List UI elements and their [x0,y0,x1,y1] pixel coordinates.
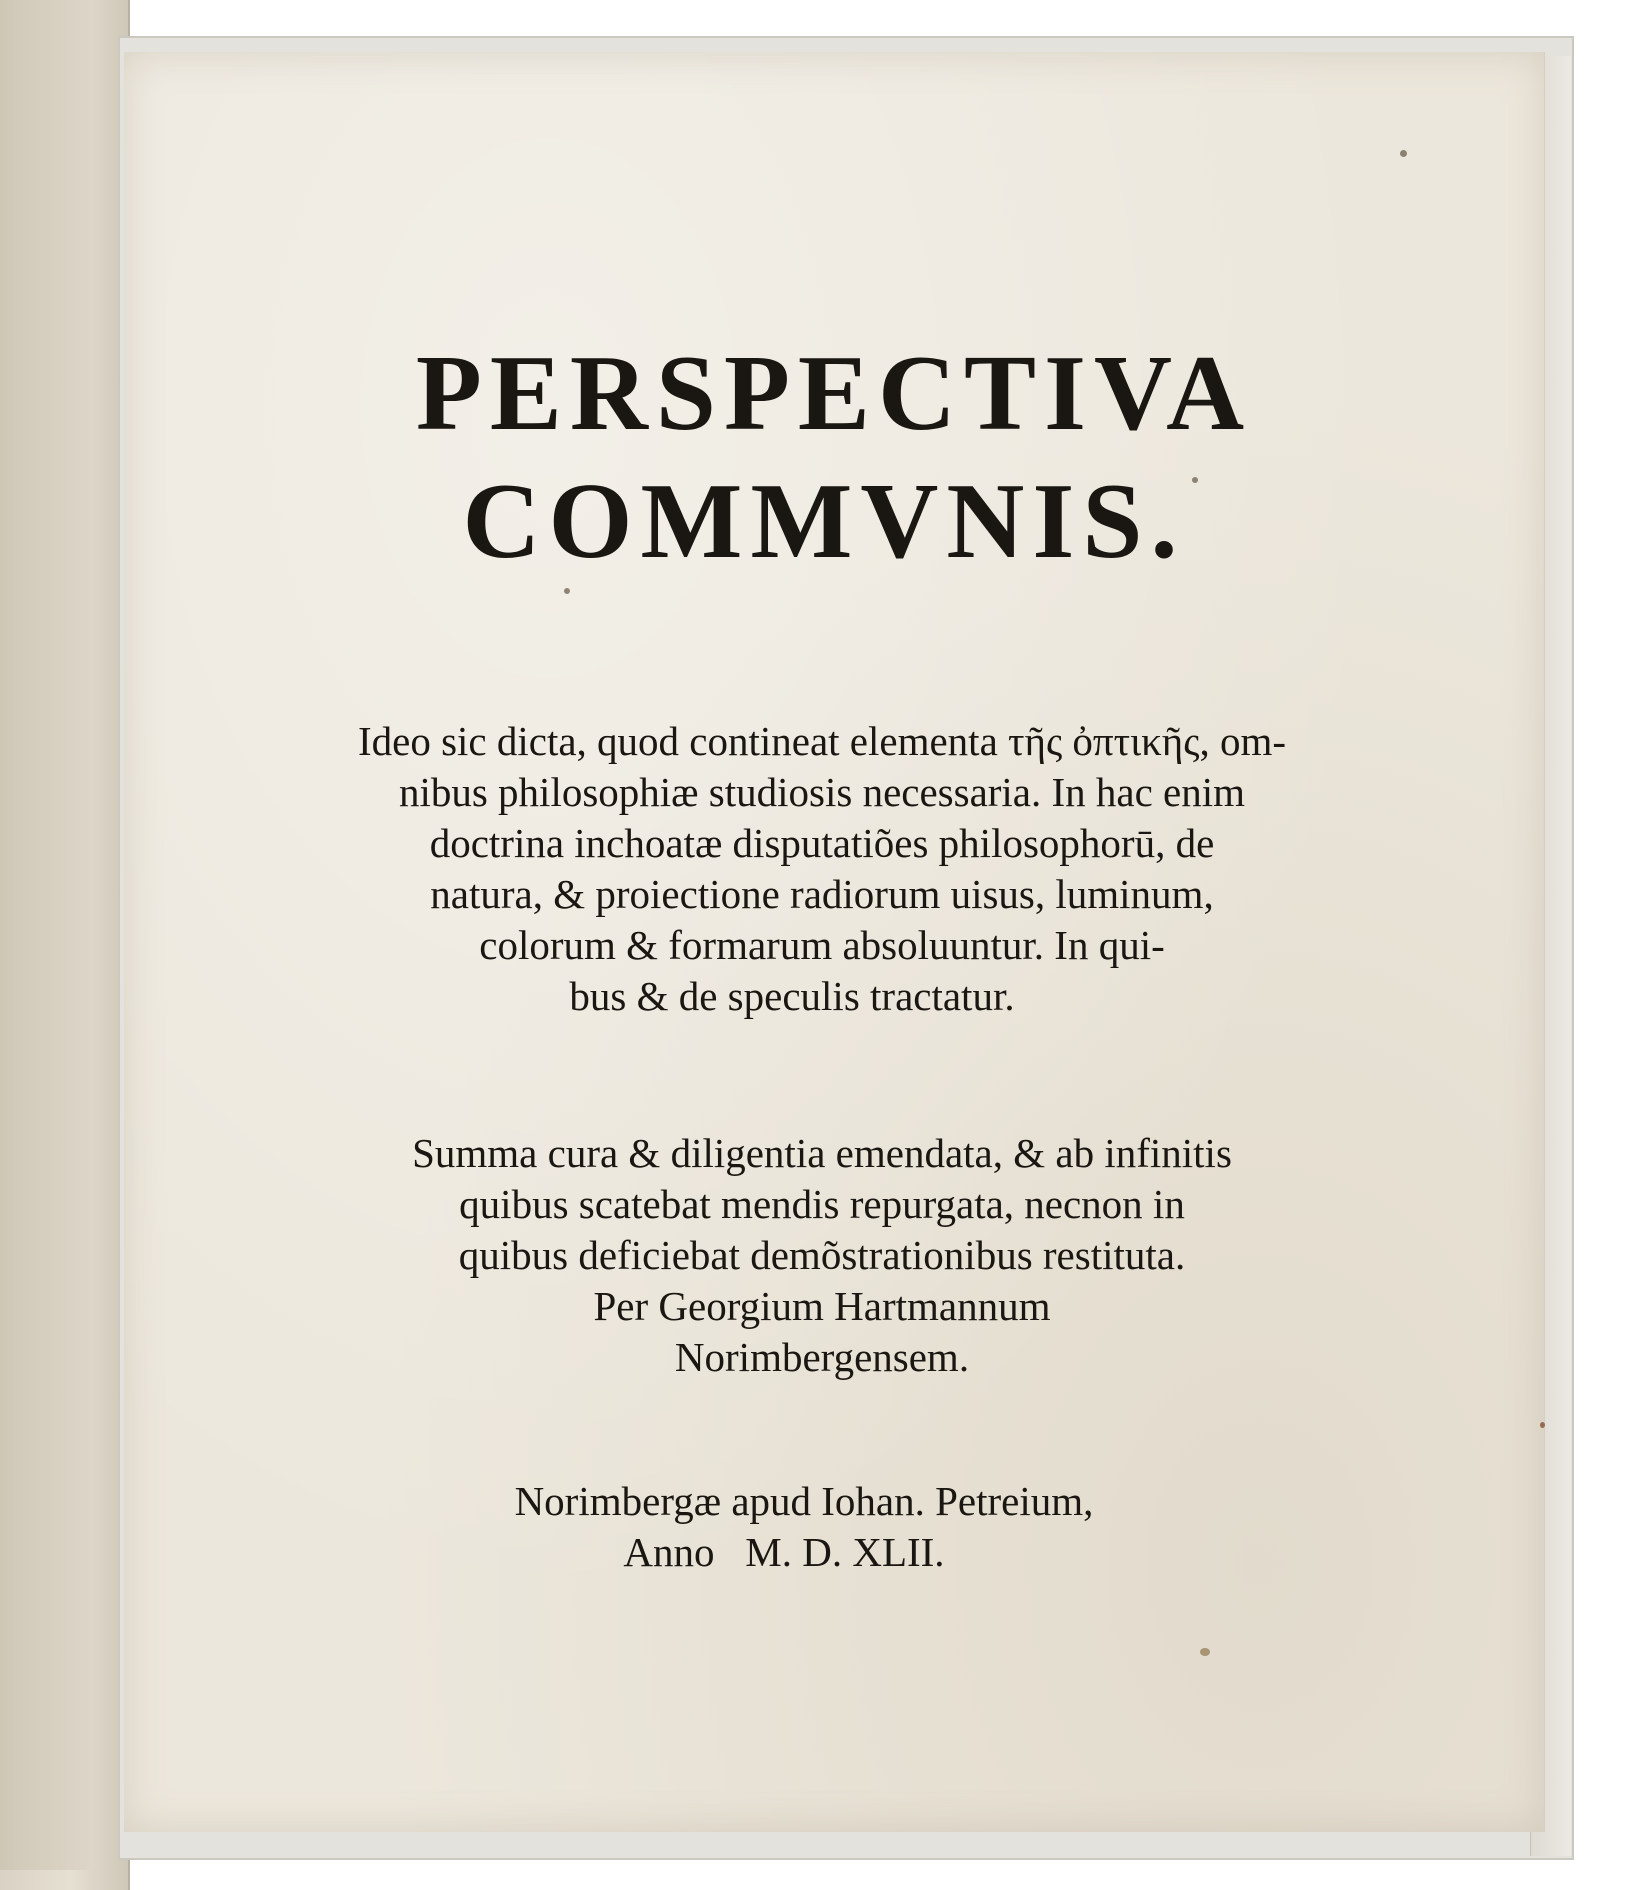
editor-note-line-4: Per Georgium Hartmannum [593,1283,1051,1329]
title-page [124,52,1545,1832]
imprint-line-2: Anno M. D. XLII. [623,1529,945,1575]
paper-spot [1200,1648,1210,1656]
imprint-block [94,1476,1514,1578]
paper-spot [564,588,570,594]
editor-note-block [112,1128,1532,1383]
left-leaf [0,0,130,1890]
title-line-2: COMMVNIS. [462,462,1186,581]
title-line-1: PERSPECTIVA [415,334,1253,453]
title-block [124,330,1544,586]
description-line-1: Ideo sic dicta, quod contineat elementa τῆς ὀπτικῆς, om- [357,718,1287,764]
imprint-line-1: Norimbergæ apud Iohan. Petreium, [514,1478,1094,1524]
description-line-5: colorum & formarum absoluuntur. In qui- [479,922,1165,968]
description-line-4: natura, & proiectione radiorum uisus, luminum, [430,871,1214,917]
editor-note-line-3: quibus deficiebat demõstrationibus restituta. [458,1232,1186,1278]
paper-spot [1540,1422,1545,1428]
description-line-3: doctrina inchoatæ disputatiões philosophorū, de [429,820,1215,866]
description-line-6: bus & de speculis tractatur. [569,973,1015,1019]
editor-note-line-5: Norimbergensem. [674,1334,970,1380]
description-line-2: nibus philosophiæ studiosis necessaria. In hac enim [398,769,1246,815]
description-block [112,716,1532,1022]
left-leaf-shadow [0,0,90,1870]
editor-note-line-1: Summa cura & diligentia emendata, & ab infinitis [412,1130,1232,1176]
paper-spot [1192,477,1198,483]
paper-spot [1400,150,1407,157]
editor-note-line-2: quibus scatebat mendis repurgata, necnon in [459,1181,1185,1227]
